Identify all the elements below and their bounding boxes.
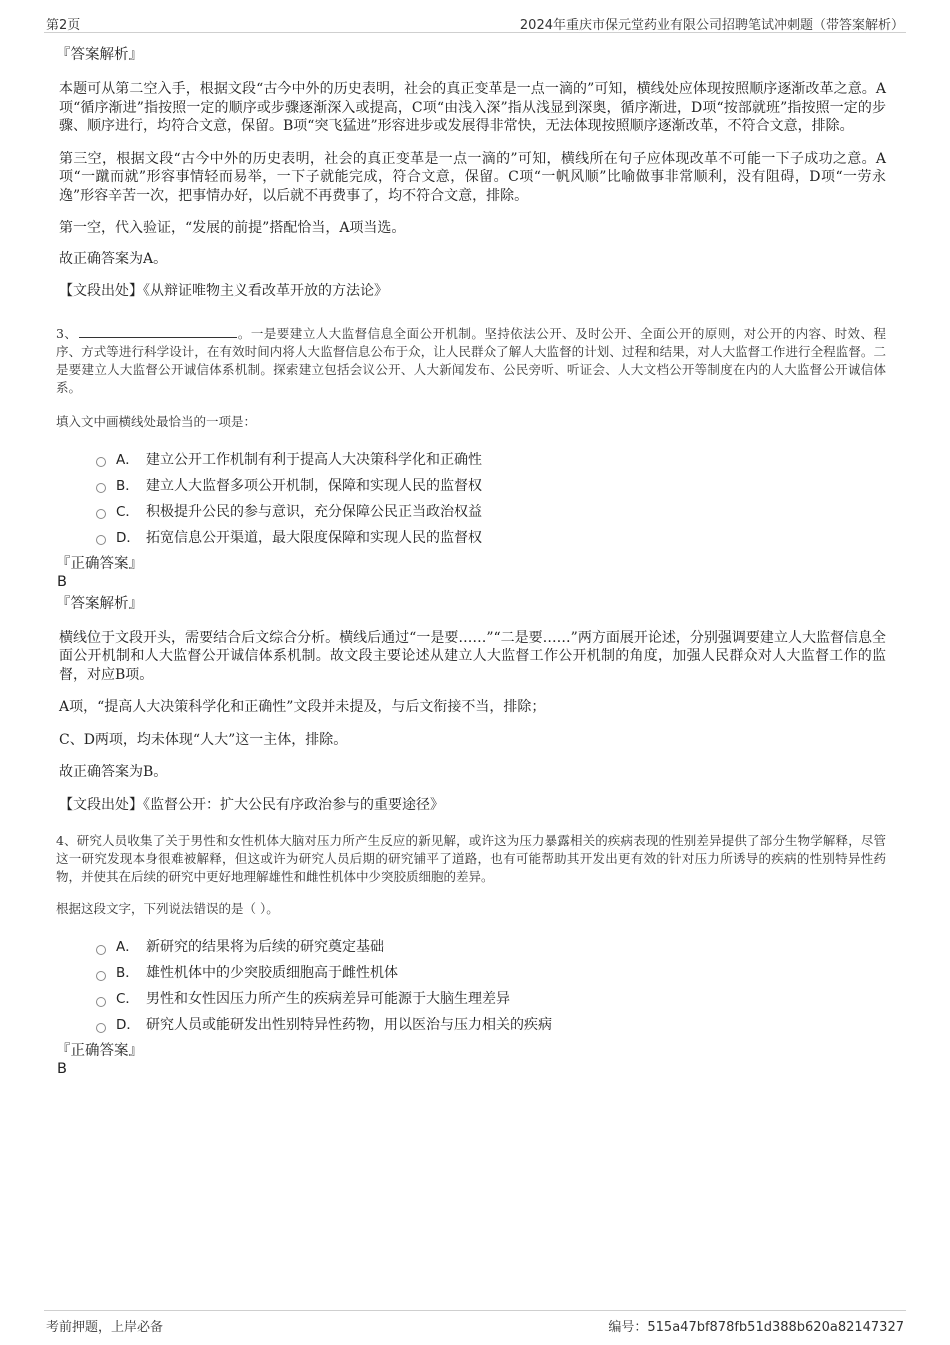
radio-icon[interactable] [96,535,106,545]
page-footer [44,1310,906,1335]
option-text: 雄性机体中的少突胶质细胞高于雌性机体 [146,965,398,981]
footer-code-value: 515a47bf878fb51d388b620a82147327 [647,1320,904,1335]
option-text: 建立公开工作机制有利于提高人大决策科学化和正确性 [146,451,482,468]
q3-number: 3、 [56,325,78,341]
q3-options [96,447,886,551]
q4-answer-label: 『正确答案』 [56,1043,143,1059]
document-title: 2024年重庆市保元堂药业有限公司招聘笔试冲刺题（带答案解析） [519,18,904,33]
option-letter: C． [116,503,139,520]
option-letter: A． [116,451,139,468]
q2-analysis-label: 『答案解析』 [56,47,143,63]
page-content [56,46,886,1078]
q3-answer-label: 『正确答案』 [56,555,143,572]
option-letter: C． [116,991,139,1007]
page-header [44,12,906,33]
radio-icon[interactable] [96,483,106,493]
q3-analysis-p3: C、D两项，均未体现“人大”这一主体，排除。 [59,731,348,748]
option-text: 研究人员或能研发出性别特异性药物，用以医治与压力相关的疾病 [146,1017,552,1033]
q3-blank [79,325,237,338]
q4-option-d[interactable] [96,1012,886,1038]
q2-analysis-p1: 本题可从第二空入手，根据文段“古今中外的历史表明，社会的真正变革是一点一滴的”可知，横线处应体现按照顺序逐渐改革之意。A项“循序渐进”指按照一定的顺序或步骤逐渐深入或提高，C项“由浅入深”指从浅显到深奥，循序渐进，D项“按部就班”指按照一定的步骤、顺序进行，均符合文意，保留。B项“突飞猛进”形容进步或发展得非常快，无法体现按照顺序逐渐改革，不符合文意，排除。 [59,81,886,134]
option-text: 积极提升公民的参与意识，充分保障公民正当政治权益 [146,503,482,520]
radio-icon[interactable] [96,509,106,519]
q2-analysis-p4: 故正确答案为A。 [59,250,168,267]
option-text: 男性和女性因压力所产生的疾病差异可能源于大脑生理差异 [146,991,510,1007]
radio-icon[interactable] [96,997,106,1007]
q4-option-c[interactable] [96,986,886,1012]
q4-option-a[interactable] [96,934,886,960]
q3-analysis-p4: 故正确答案为B。 [59,764,168,780]
radio-icon[interactable] [96,1023,106,1033]
q3-analysis-p2: A项，“提高人大决策科学化和正确性”文段并未提及，与后文衔接不当，排除； [59,699,546,715]
footer-code-label: 编号： [608,1320,648,1335]
q3-option-a[interactable] [96,447,886,473]
option-text: 新研究的结果将为后续的研究奠定基础 [146,939,384,955]
q3-analysis-label: 『答案解析』 [56,595,143,612]
q4-option-b[interactable] [96,960,886,986]
footer-slogan: 考前押题，上岸必备 [46,1320,164,1335]
option-text: 建立人大监督多项公开机制，保障和实现人民的监督权 [146,477,482,494]
q4-stem: 4、研究人员收集了关于男性和女性机体大脑对压力所产生反应的新见解，或许这为压力暴露相关的疾病表现的性别差异提供了部分生物学解释，尽管这一研究发现本身很难被解释，但这或许为研究人员后期的研究铺平了道路，也有可能帮助其开发出更有效的针对压力所诱导的疾病的性别特异性药物，并使其在后续的研究中更好地理解雄性和雌性机体中少突胶质细胞的差异。 [56,833,886,884]
q2-analysis-p2: 第三空，根据文段“古今中外的历史表明，社会的真正变革是一点一滴的”可知，横线所在句子应体现改革不可能一下子成功之意。A项“一蹴而就”形容事情轻而易举，一下子就能完成，符合文意，保留。C项“一帆风顺”比喻做事非常顺利，没有阻碍，D项“一劳永逸”形容辛苦一次，把事情办好，以后就不再费事了，均不符合文意，排除。 [59,150,886,204]
q3-stem [56,325,886,397]
q3-option-c[interactable] [96,499,886,525]
q2-source: 【文段出处】《从辩证唯物主义看改革开放的方法论》 [59,283,388,299]
q3-source: 【文段出处】《监督公开：扩大公民有序政治参与的重要途径》 [59,796,444,813]
radio-icon[interactable] [96,945,106,955]
q3-option-d[interactable] [96,525,886,551]
option-letter: B． [116,477,139,494]
q4-prompt: 根据这段文字，下列说法错误的是（ ）。 [56,901,279,916]
radio-icon[interactable] [96,971,106,981]
option-letter: A． [116,939,139,955]
option-text: 拓宽信息公开渠道，最大限度保障和实现人民的监督权 [146,529,482,546]
q4-answer: B [57,1061,67,1077]
q3-analysis-p1: 横线位于文段开头，需要结合后文综合分析。横线后通过“一是要……”“二是要……”两方面展开论述，分别强调要建立人大监督信息全面公开机制和人大监督公开诚信体系机制。故文段主要论述从建立人大监督工作公开机制的角度，加强人民群众对人大监督工作的监督，对应B项。 [59,629,886,683]
page-number: 第2页 [46,18,81,33]
q2-analysis-p3: 第一空，代入验证，“发展的前提”搭配恰当，A项当选。 [59,220,406,236]
option-letter: D． [116,1017,140,1033]
q3-option-b[interactable] [96,473,886,499]
q3-stem-text: 。一是要建立人大监督信息全面公开机制。坚持依法公开、及时公开、全面公开的原则，对公开的内容、时效、程序、方式等进行科学设计，在有效时间内将人大监督信息公布于众，让人民群众了解人大监督的计划、过程和结果，对人大监督工作进行全程监督。二是要建立人大监督公开诚信体系机制。探索建立包括会议公开、人大新闻发布、公民旁听、听证会、人大文档公开等制度在内的人大监督公开诚信体系。 [56,325,886,395]
q4-options [96,934,886,1038]
footer-code [608,1316,904,1335]
q3-answer: B [57,573,67,590]
option-letter: B． [116,965,139,981]
option-letter: D． [116,529,140,546]
radio-icon[interactable] [96,457,106,467]
q3-prompt: 填入文中画横线处最恰当的一项是： [56,413,257,429]
